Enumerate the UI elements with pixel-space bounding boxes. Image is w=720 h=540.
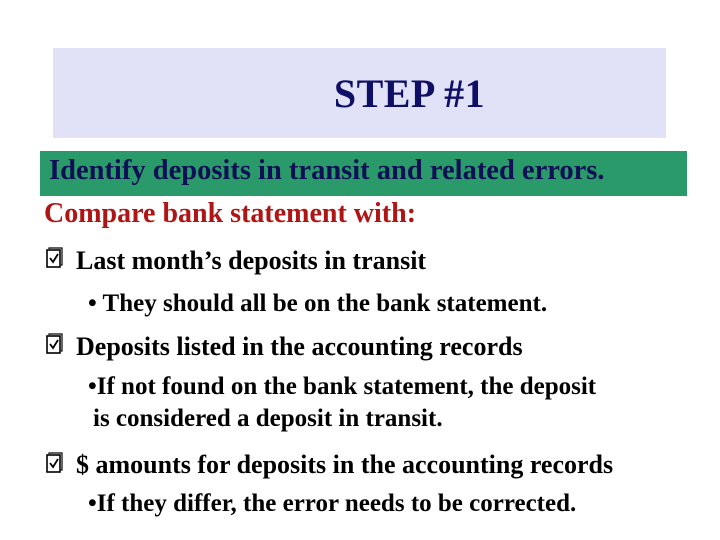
highlight-box <box>40 151 687 196</box>
slide-title: STEP #1 <box>333 71 486 116</box>
point-1-sub-1: • They should all be on the bank statement. <box>88 290 548 317</box>
point-2-sub-1: •If not found on the bank statement, the deposit <box>88 373 597 400</box>
point-1-text: Last month’s deposits in transit <box>76 246 427 275</box>
checkbox-icon <box>46 247 64 269</box>
checkbox-icon <box>46 333 64 355</box>
point-2-sub-2: is considered a deposit in transit. <box>93 405 443 432</box>
title-box <box>53 48 666 138</box>
highlight-text: Identify deposits in transit and related errors. <box>49 155 605 186</box>
point-2-text: Deposits listed in the accounting records <box>76 332 523 361</box>
point-3-text: $ amounts for deposits in the accounting records <box>76 450 614 479</box>
intro-text: Compare bank statement with: <box>44 198 417 229</box>
point-3-sub-1: •If they differ, the error needs to be corrected. <box>88 490 577 517</box>
checkbox-icon <box>46 452 64 474</box>
